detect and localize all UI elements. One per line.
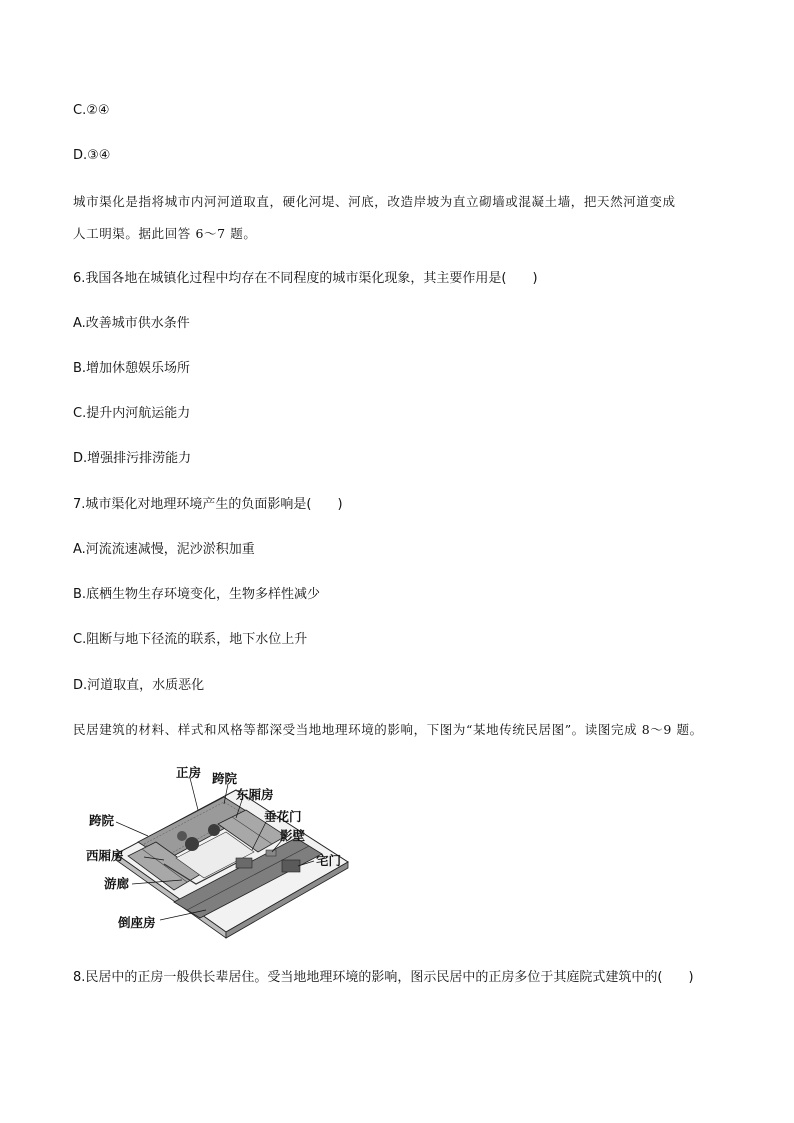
q7-option-a: A.河流流速减慢，泥沙淤积加重 [73, 542, 255, 557]
question-6-stem: 6.我国各地在城镇化过程中均存在不同程度的城市渠化现象，其主要作用是( ) [73, 271, 538, 286]
label-youlang: 游廊 [104, 876, 130, 891]
passage-line-2: 人工明渠。据此回答 6～7 题。 [73, 226, 257, 241]
question-8-stem: 8.民居中的正房一般供长辈居住。受当地地理环境的影响，图示民居中的正房多位于其庭院式建筑中的( ) [73, 970, 694, 985]
option-c-prev: C.②④ [73, 103, 110, 118]
courtyard-house-figure [86, 762, 386, 942]
label-yingbi: 影壁 [280, 828, 306, 843]
q7-option-c: C.阻断与地下径流的联系，地下水位上升 [73, 632, 308, 647]
passage-2: 民居建筑的材料、样式和风格等都深受当地地理环境的影响，下图为“某地传统民居图”。读图完成 8～9 题。 [73, 722, 703, 737]
q7-option-b: B.底栖生物生存环境变化，生物多样性减少 [73, 587, 321, 602]
label-kuayuan-left: 跨院 [89, 813, 115, 828]
label-daozuofang: 倒座房 [118, 915, 156, 930]
label-zhaimen: 宅门 [316, 853, 342, 868]
q6-option-b: B.增加休憩娱乐场所 [73, 361, 191, 376]
label-dongxiangfang: 东厢房 [236, 787, 274, 802]
q6-option-d: D.增强排污排涝能力 [73, 451, 192, 466]
q6-option-c: C.提升内河航运能力 [73, 406, 191, 421]
label-zhengfang: 正房 [176, 765, 202, 780]
passage-line-1: 城市渠化是指将城市内河河道取直，硬化河堤、河底，改造岸坡为直立砌墙或混凝土墙，把天然河道变成 [73, 194, 676, 209]
q7-option-d: D.河道取直，水质恶化 [73, 678, 205, 693]
q6-option-a: A.改善城市供水条件 [73, 316, 190, 331]
courtyard-house-drawing [86, 762, 386, 942]
option-d-prev: D.③④ [73, 148, 111, 163]
label-kuayuan-top: 跨院 [212, 771, 238, 786]
question-7-stem: 7.城市渠化对地理环境产生的负面影响是( ) [73, 497, 343, 512]
label-xiangfang-west: 西厢房 [86, 848, 124, 863]
label-chuihuamen: 垂花门 [264, 809, 302, 824]
